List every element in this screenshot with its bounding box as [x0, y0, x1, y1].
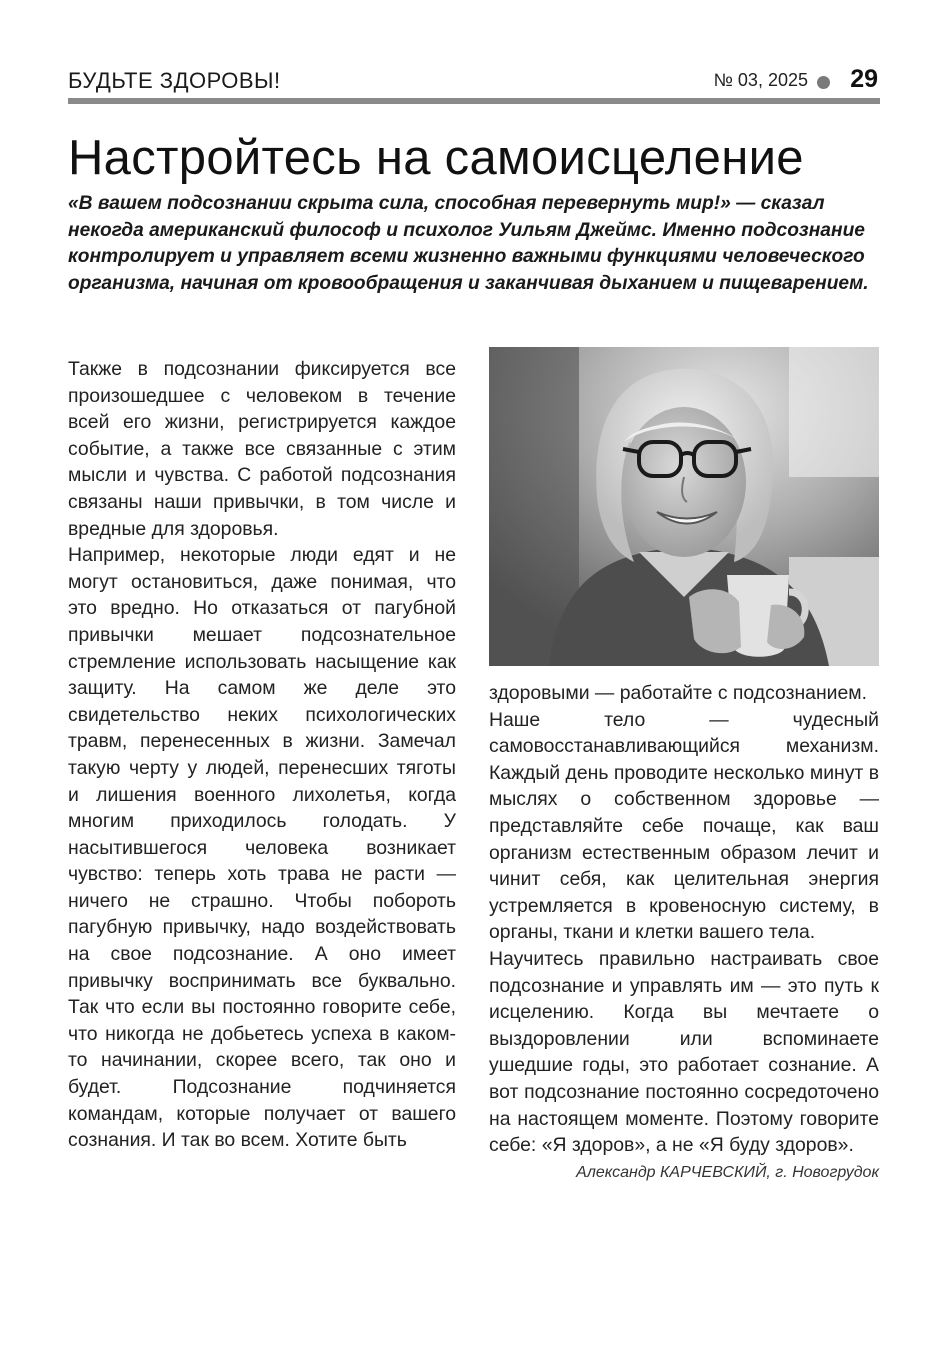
page-header [68, 64, 880, 98]
left-column [68, 356, 456, 1154]
left-paragraph-2: Например, некоторые люди едят и не могут остановиться, даже понимая, что это вредно. Но отказаться от пагубной привычки мешает подсознательное стремление использовать насыщение как защиту. На самом же деле это свидетельство неких психологических травм, перенесенных в жизни. Замечал такую черту у людей, перенесших тяготы и лишения военного лихолетья, когда многим приходилось голодать. У насытившегося человека возникает чувство: теперь хоть трава не расти — ничего не страшно. Чтобы побороть пагубную привычку, надо воздействовать на свое подсознание. А оно имеет привычку воспринимать все буквально. Так что если вы постоянно говорите себе, что никогда не добьетесь успеха в каком-то начинании, скорее всего, так оно и будет. Подсознание подчиняется командам, которые получает от вашего сознания. И так во всем. Хотите быть [68, 544, 456, 1152]
right-column [489, 680, 879, 1185]
bullet-dot-icon [817, 76, 830, 89]
article-title: Настройтесь на самоисцеление [68, 131, 804, 185]
page-number: 29 [850, 65, 878, 93]
right-paragraph-2: Наше тело — чудесный самовосстанавливающийся механизм. Каждый день проводите несколько минут в мыслях о собственном здоровье — представляйте себе почаще, как ваш организм естественным образом лечит и чинит себя, как целительная энергия устремляется в кровеносную систему, в органы, ткани и клетки вашего тела. [489, 708, 879, 944]
header-rule [68, 98, 880, 104]
article-photo [489, 347, 879, 666]
section-title: БУДЬТЕ ЗДОРОВЫ! [68, 68, 281, 93]
left-paragraph-1: Также в подсознании фиксируется все произошедшее с человеком в течение всей его жизни, регистрируется каждое событие, а также все связанные с этим мысли и чувства. С работой подсознания связаны наши привычки, в том числе и вредные для здоровья. [68, 358, 456, 540]
article-lead: «В вашем подсознании скрыта сила, способная перевернуть мир!» — сказал некогда американский философ и психолог Уильям Джеймс. Именно подсознание контролирует и управляет всеми жизненно важными функциями человеческого организма, начиная от кровообращения и заканчивая дыханием и пищеварением. [68, 193, 869, 294]
smiling-elderly-woman-icon [489, 347, 879, 666]
author-signature: Александр КАРЧЕВСКИЙ, г. Новогрудок [576, 1163, 879, 1181]
right-paragraph-3: Научитесь правильно настраивать свое подсознание и управлять им — это путь к исцелению. Когда вы мечтаете о выздоровлении или вспоминаете ушедшие годы, это работает сознание. А вот подсознание постоянно сосредоточено на настоящем моменте. Поэтому говорите себе: «Я здоров», а не «Я буду здоров». [489, 947, 879, 1157]
issue-number: № 03, 2025 [713, 70, 808, 90]
right-paragraph-1: здоровыми — работайте с подсознанием. [489, 682, 868, 704]
